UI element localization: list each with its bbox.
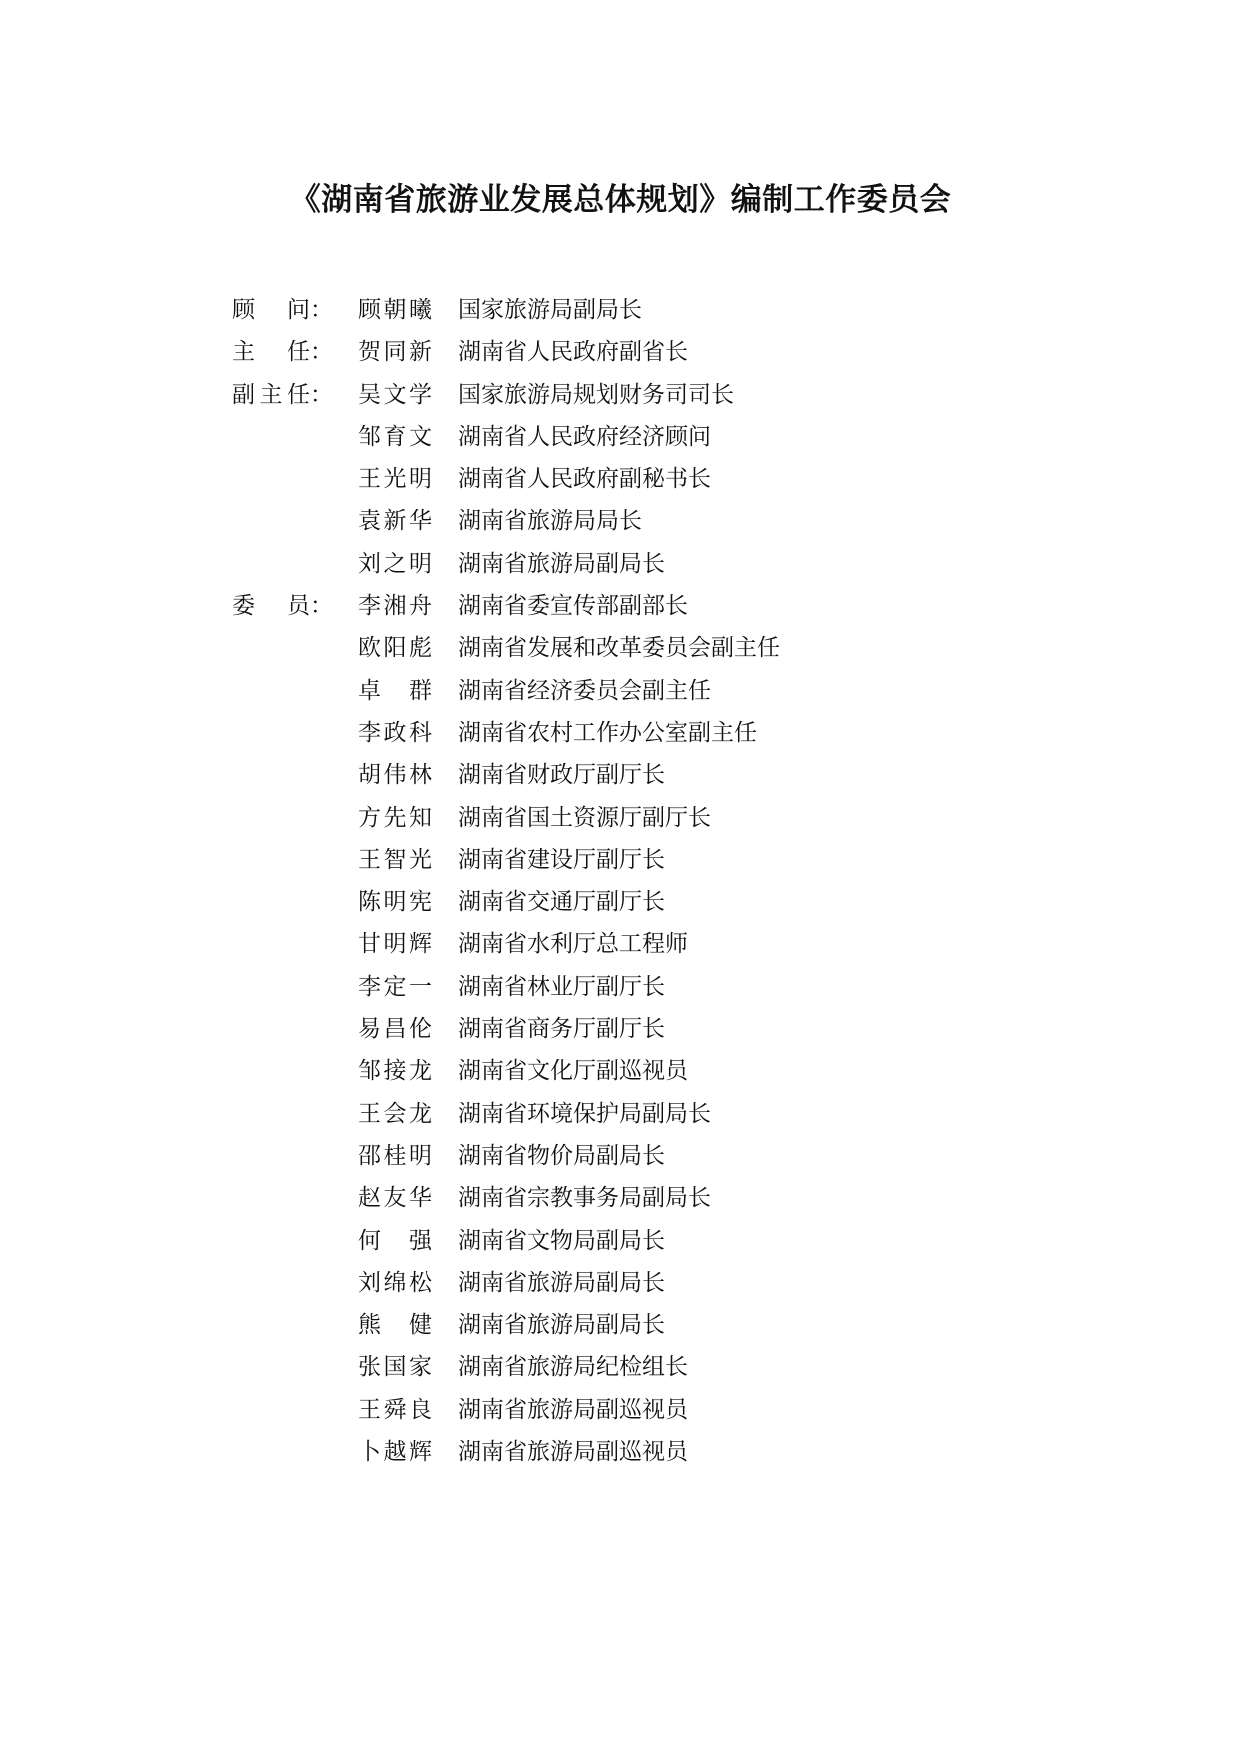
member-name: 王光明 bbox=[358, 466, 432, 493]
roster-row bbox=[232, 670, 1132, 712]
role-colon: ： bbox=[310, 297, 333, 323]
member-position: 湖南省交通厅副厅长 bbox=[458, 889, 665, 916]
member-name: 刘绵松 bbox=[358, 1269, 432, 1296]
member-name: 欧阳彪 bbox=[358, 635, 432, 662]
member-position: 湖南省文化厅副巡视员 bbox=[458, 1058, 688, 1085]
roster-row bbox=[232, 543, 1132, 585]
member-name: 陈明宪 bbox=[358, 889, 432, 916]
member-position: 湖南省人民政府副秘书长 bbox=[458, 466, 711, 493]
roster-row bbox=[232, 1177, 1132, 1219]
member-name: 王舜良 bbox=[358, 1396, 432, 1423]
member-name: 何强 bbox=[358, 1227, 432, 1254]
role-label: 主任 bbox=[232, 339, 310, 366]
member-name: 胡伟林 bbox=[358, 762, 432, 789]
roster-row bbox=[232, 1008, 1132, 1050]
role-label: 副主任 bbox=[232, 381, 310, 408]
member-name: 卜越辉 bbox=[358, 1439, 432, 1466]
member-position: 湖南省文物局副局长 bbox=[458, 1227, 665, 1254]
roster-row bbox=[232, 1220, 1132, 1262]
role-label: 委员 bbox=[232, 593, 310, 620]
member-name: 张国家 bbox=[358, 1354, 432, 1381]
member-position: 湖南省财政厅副厅长 bbox=[458, 762, 665, 789]
member-position: 湖南省旅游局副局长 bbox=[458, 550, 665, 577]
member-position: 湖南省旅游局副巡视员 bbox=[458, 1396, 688, 1423]
member-position: 湖南省旅游局纪检组长 bbox=[458, 1354, 688, 1381]
member-position: 湖南省水利厅总工程师 bbox=[458, 931, 688, 958]
roster-row bbox=[232, 289, 1132, 331]
member-name: 刘之明 bbox=[358, 550, 432, 577]
roster-row bbox=[232, 374, 1132, 416]
roster-row bbox=[232, 839, 1132, 881]
roster-row bbox=[232, 881, 1132, 923]
roster-row bbox=[232, 966, 1132, 1008]
member-name: 甘明辉 bbox=[358, 931, 432, 958]
roster-row bbox=[232, 1050, 1132, 1092]
roster-row bbox=[232, 331, 1132, 373]
member-position: 国家旅游局副局长 bbox=[458, 297, 642, 323]
member-name: 李定一 bbox=[358, 973, 432, 1000]
role-colon: ： bbox=[310, 593, 333, 620]
member-name: 方先知 bbox=[358, 804, 432, 831]
member-name: 熊健 bbox=[358, 1312, 432, 1339]
member-position: 湖南省宗教事务局副局长 bbox=[458, 1185, 711, 1212]
member-position: 湖南省人民政府副省长 bbox=[458, 339, 688, 366]
member-position: 湖南省林业厅副厅长 bbox=[458, 973, 665, 1000]
member-position: 湖南省委宣传部副部长 bbox=[458, 593, 688, 620]
member-name: 李湘舟 bbox=[358, 593, 432, 620]
committee-roster bbox=[232, 289, 1132, 1473]
roster-row bbox=[232, 416, 1132, 458]
member-name: 袁新华 bbox=[358, 508, 432, 535]
member-position: 湖南省旅游局副局长 bbox=[458, 1269, 665, 1296]
member-name: 邹接龙 bbox=[358, 1058, 432, 1085]
roster-row bbox=[232, 754, 1132, 796]
role-cell bbox=[232, 331, 332, 373]
member-position: 湖南省物价局副局长 bbox=[458, 1142, 665, 1169]
roster-row bbox=[232, 1389, 1132, 1431]
member-name: 邵桂明 bbox=[358, 1142, 432, 1169]
role-label: 顾问 bbox=[232, 297, 310, 323]
member-position: 湖南省旅游局副巡视员 bbox=[458, 1439, 688, 1466]
member-name: 卓群 bbox=[358, 677, 432, 704]
member-name: 顾朝曦 bbox=[358, 297, 432, 323]
role-cell bbox=[232, 289, 332, 331]
member-position: 湖南省发展和改革委员会副主任 bbox=[458, 635, 780, 662]
member-name: 邹育文 bbox=[358, 423, 432, 450]
member-name: 易昌伦 bbox=[358, 1016, 432, 1043]
member-position: 湖南省人民政府经济顾问 bbox=[458, 423, 711, 450]
member-name: 李政科 bbox=[358, 719, 432, 746]
member-position: 湖南省环境保护局副局长 bbox=[458, 1100, 711, 1127]
member-name: 赵友华 bbox=[358, 1185, 432, 1212]
roster-row bbox=[232, 458, 1132, 500]
roster-row bbox=[232, 1346, 1132, 1388]
roster-row bbox=[232, 1304, 1132, 1346]
member-position: 湖南省国土资源厅副厅长 bbox=[458, 804, 711, 831]
member-position: 湖南省旅游局副局长 bbox=[458, 1312, 665, 1339]
roster-row bbox=[232, 1135, 1132, 1177]
roster-row bbox=[232, 1431, 1132, 1473]
roster-row bbox=[232, 923, 1132, 965]
roster-row bbox=[232, 797, 1132, 839]
roster-row bbox=[232, 712, 1132, 754]
member-name: 吴文学 bbox=[358, 381, 432, 408]
role-cell bbox=[232, 374, 332, 416]
document-title: 《湖南省旅游业发展总体规划》编制工作委员会 bbox=[289, 182, 952, 218]
member-position: 湖南省商务厅副厅长 bbox=[458, 1016, 665, 1043]
member-name: 王智光 bbox=[358, 846, 432, 873]
roster-row bbox=[232, 585, 1132, 627]
role-colon: ： bbox=[310, 381, 333, 408]
member-position: 湖南省农村工作办公室副主任 bbox=[458, 719, 757, 746]
member-position: 湖南省旅游局局长 bbox=[458, 508, 642, 535]
role-cell bbox=[232, 585, 332, 627]
member-position: 国家旅游局规划财务司司长 bbox=[458, 381, 734, 408]
member-position: 湖南省经济委员会副主任 bbox=[458, 677, 711, 704]
roster-row bbox=[232, 500, 1132, 542]
roster-row bbox=[232, 1262, 1132, 1304]
roster-row bbox=[232, 627, 1132, 669]
member-name: 贺同新 bbox=[358, 339, 432, 366]
member-name: 王会龙 bbox=[358, 1100, 432, 1127]
roster-row bbox=[232, 1093, 1132, 1135]
role-colon: ： bbox=[310, 339, 333, 366]
member-position: 湖南省建设厅副厅长 bbox=[458, 846, 665, 873]
